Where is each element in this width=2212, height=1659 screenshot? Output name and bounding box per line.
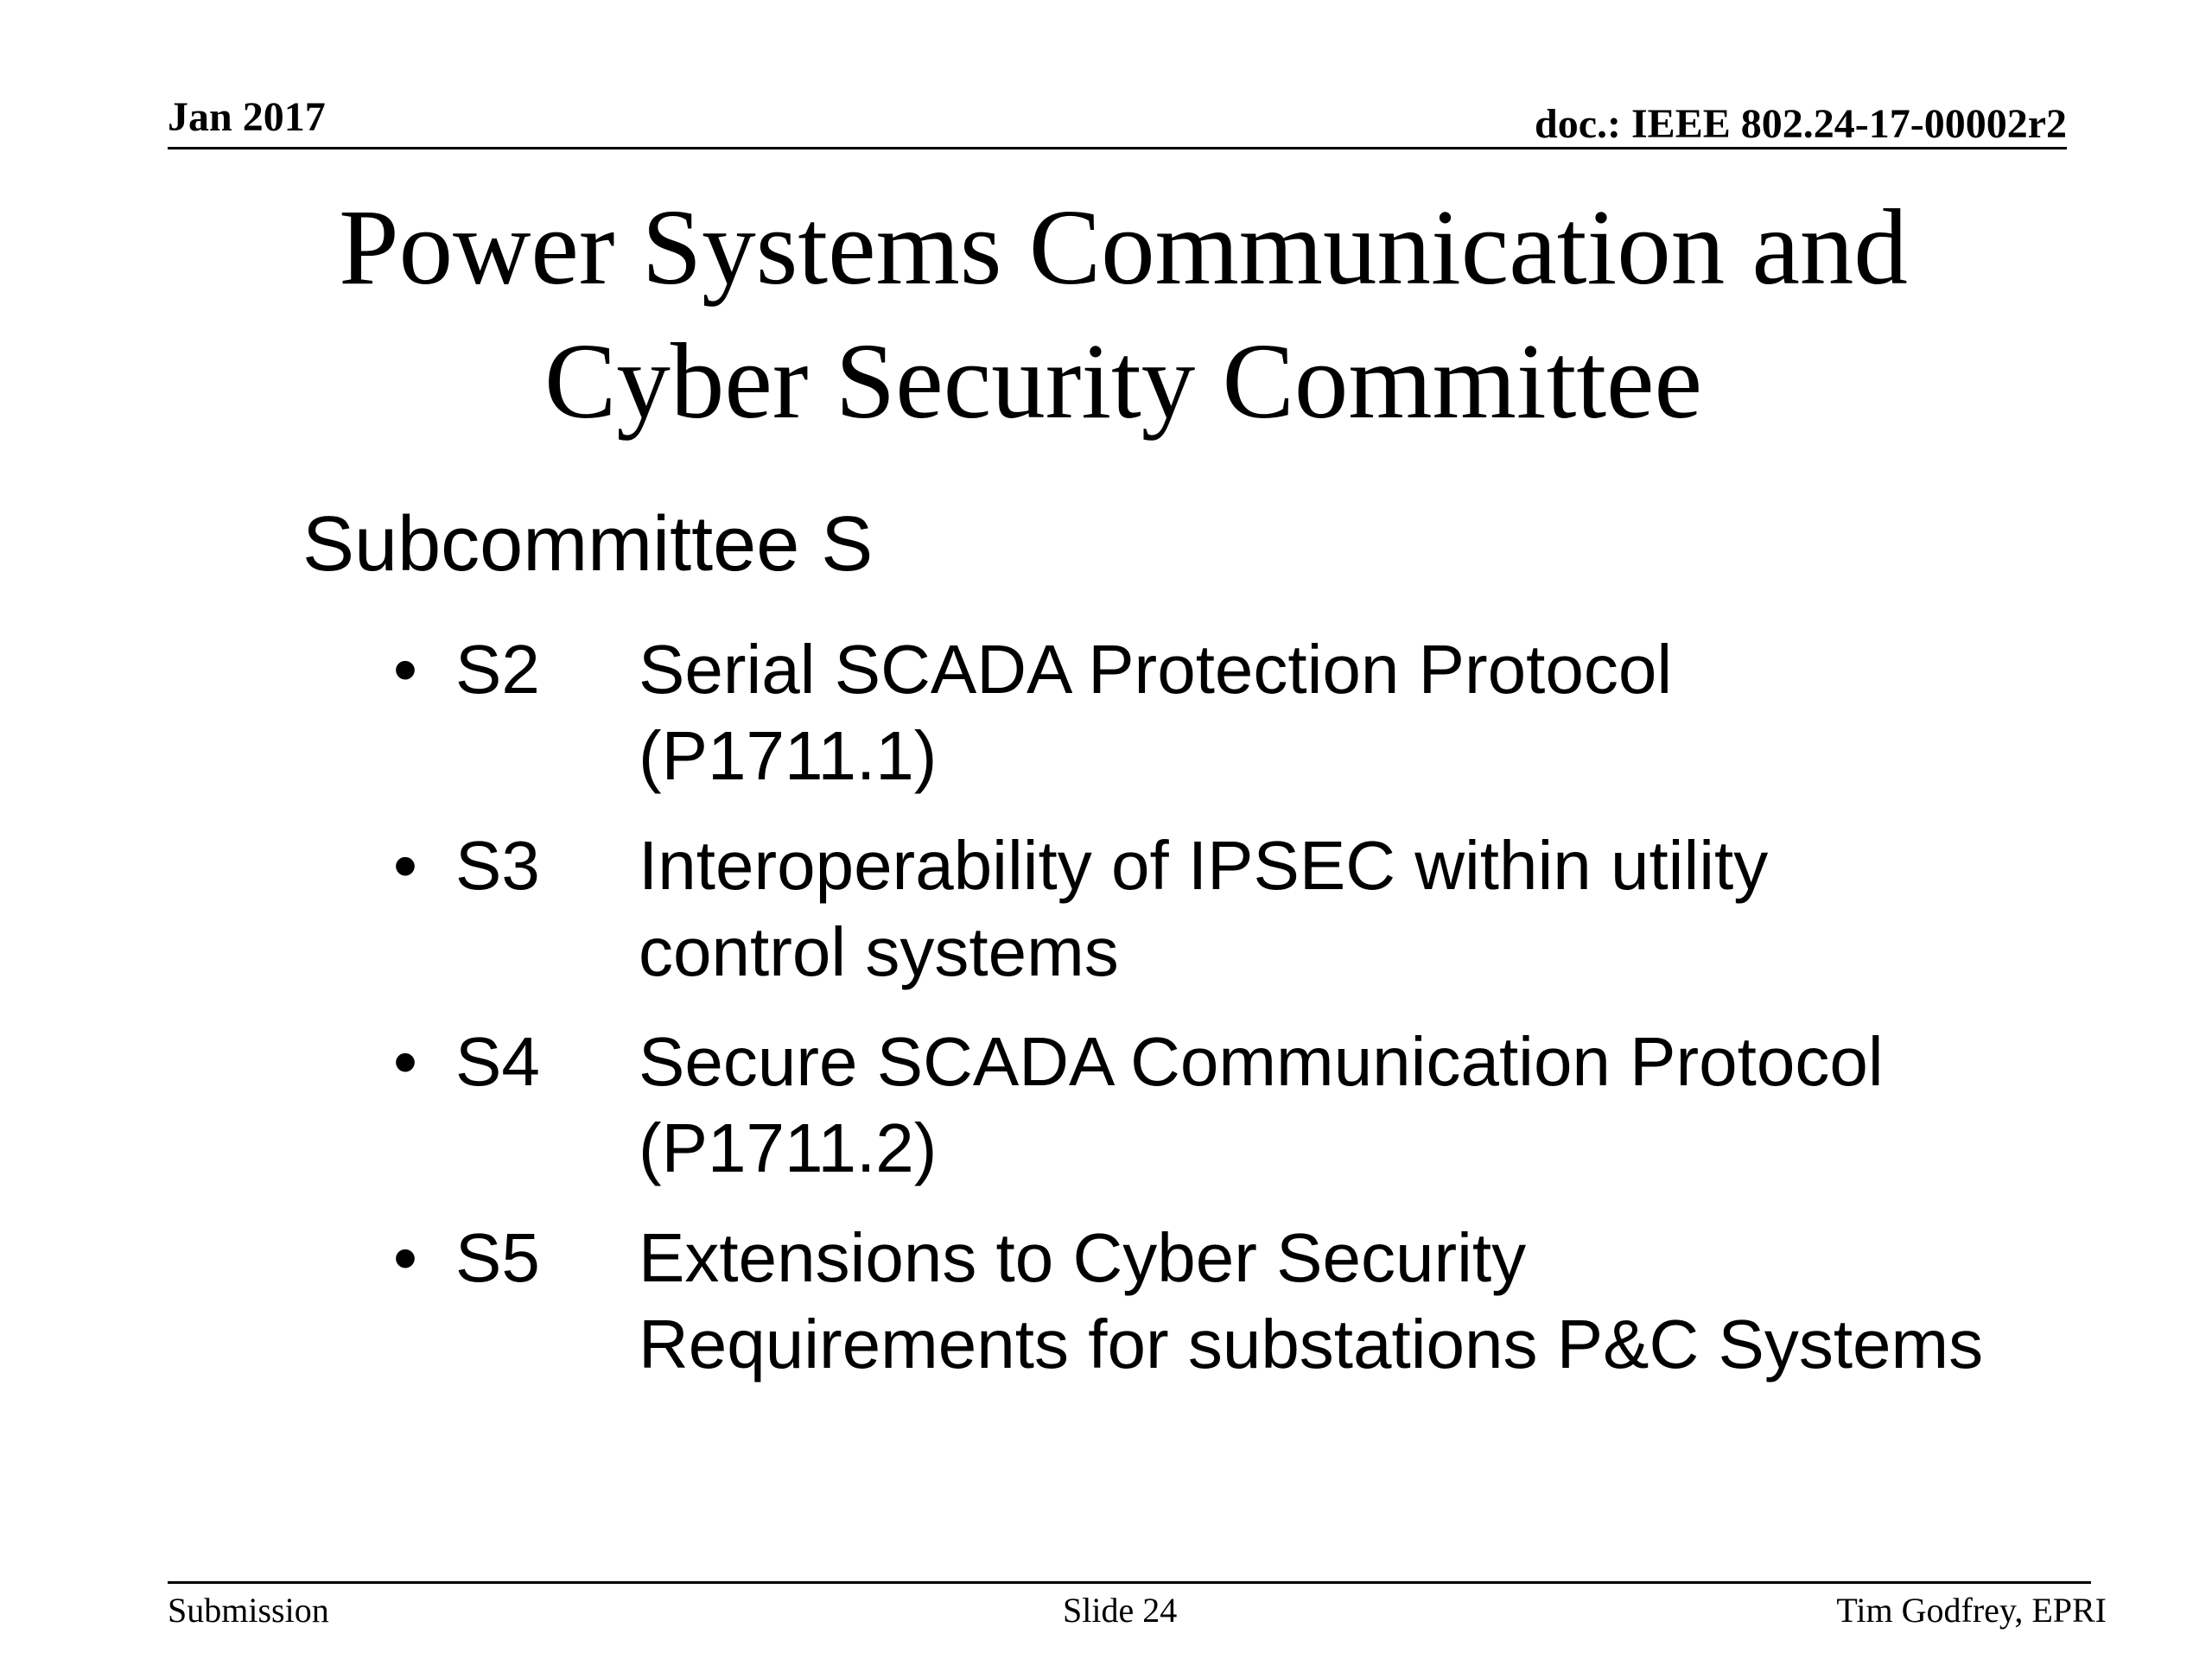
header-date: Jan 2017: [168, 94, 326, 140]
item-description: [639, 626, 2212, 799]
footer-slide-number: Slide 24: [1063, 1591, 1178, 1630]
item-code: S2: [455, 631, 540, 708]
header-divider: [168, 147, 2067, 149]
footer-submission: Submission: [168, 1591, 329, 1630]
item-description: [639, 1215, 2212, 1388]
bullet-icon: •: [393, 1023, 418, 1100]
item-description-line: (P1711.2): [639, 1109, 938, 1186]
list-item: [393, 626, 2212, 799]
item-code: S5: [455, 1219, 540, 1296]
slide-title-line-2: Cyber Security Committee: [543, 322, 1703, 442]
bullet-icon: •: [393, 1219, 418, 1296]
item-description-line: Secure SCADA Communication Protocol: [639, 1023, 1884, 1100]
subcommittee-heading: Subcommittee S: [302, 501, 874, 588]
subcommittee-list: [393, 626, 2212, 1411]
item-description-line: Extensions to Cyber Security: [639, 1219, 1527, 1296]
list-item: [393, 823, 2212, 995]
header-doc-id: doc.: IEEE 802.24-17-00002r2: [1535, 101, 2067, 147]
footer-author: Tim Godfrey, EPRI: [1836, 1591, 2107, 1630]
list-item: [393, 1215, 2212, 1388]
item-code: S3: [455, 827, 540, 904]
slide-title: [173, 181, 2074, 449]
item-code: S4: [455, 1023, 540, 1100]
item-description-line: Interoperability of IPSEC within utility: [639, 827, 1769, 904]
bullet-icon: •: [393, 827, 418, 904]
item-description-line: control systems: [639, 913, 1119, 990]
slide-title-line-1: Power Systems Communication and: [339, 188, 1908, 308]
item-description-line: (P1711.1): [639, 717, 938, 794]
item-description-line: Serial SCADA Protection Protocol: [639, 631, 1673, 708]
item-description: [639, 1019, 2212, 1192]
footer-divider: [168, 1581, 2091, 1584]
list-item: [393, 1019, 2212, 1192]
item-description-line: Requirements for substations P&C Systems: [639, 1306, 1984, 1382]
item-description: [639, 823, 2212, 995]
bullet-icon: •: [393, 631, 418, 708]
